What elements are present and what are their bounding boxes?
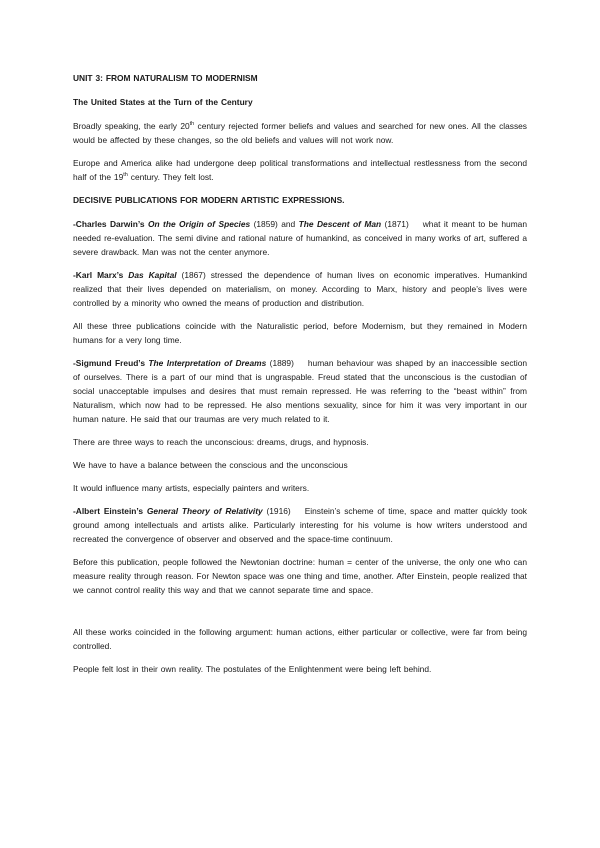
darwin-text: what it meant to be human needed re-evaluation. The semi divine and rational nature of humankind, as conceived in many works of art, suffered a severe drawback. Man was not the center anymore. [73, 219, 527, 257]
document-body [73, 71, 527, 685]
einstein-lead: -Albert Einstein’s [73, 506, 147, 516]
paragraph-lost: People felt lost in their own reality. The postulates of the Enlightenment were being left behind. [73, 664, 432, 674]
p2-text-a: Europe and America alike had undergone deep political transformations and intellectual restlessness from the second half of the 19 [73, 158, 527, 182]
p2-text-b: century. They felt lost. [127, 172, 214, 182]
paragraph-influence: It would influence many artists, especially painters and writers. [73, 483, 310, 493]
paragraph-darwin [73, 217, 527, 259]
freud-year: (1889) [266, 358, 294, 368]
p2-superscript: th [123, 172, 128, 179]
darwin-year-1: (1859) and [250, 219, 299, 229]
paragraph-twentieth-century [73, 119, 527, 147]
blank-space [73, 606, 527, 625]
marx-year: (1867) [176, 270, 206, 280]
einstein-year: (1916) [262, 506, 291, 516]
paragraph-marx [73, 268, 527, 310]
marx-lead: -Karl Marx’s [73, 270, 129, 280]
section-title: The United States at the Turn of the Century [73, 97, 253, 107]
publications-heading: DECISIVE PUBLICATIONS FOR MODERN ARTISTIC EXPRESSIONS. [73, 195, 345, 205]
darwin-year-2: (1871) [381, 219, 409, 229]
paragraph-newton: Before this publication, people followed the Newtonian doctrine: human = center of the universe, the only one who can measure reality through reason. For Newton space was one thing and time, another. After Einstein, people realized that we cannot control reality this way and that we cannot separate time and space. [73, 557, 527, 595]
freud-lead: -Sigmund Freud’s [73, 358, 149, 368]
paragraph-balance: We have to have a balance between the conscious and the unconscious [73, 460, 348, 470]
freud-text: human behaviour was shaped by an inaccessible section of ourselves. There is a part of our mind that is ungraspable. Freud stated that the unconscious is the custodian of social unacceptable impulses and desires that must remain repressed. He was referring to the “beast within” from Naturalism, which now had to be repressed. He also mentions sexuality, since for him it was very important in our human nature. He said that our traumas are very much related to it. [73, 358, 528, 424]
paragraph-argument: All these works coincided in the following argument: human actions, either particular or collective, were far from being controlled. [73, 627, 527, 651]
einstein-text: Einstein’s scheme of time, space and matter quickly took ground among intellectuals and artists alike. Particularly interesting for his volume is how writers understood and recreated the convergence of observer and observed and the space-time continuum. [73, 506, 527, 544]
paragraph-europe-america [73, 156, 527, 184]
paragraph-coincide: All these three publications coincide with the Naturalistic period, before Modernism, but they remained in Modern humans for a very long time. [73, 321, 527, 345]
marx-book: Das Kapital [128, 270, 177, 280]
p1-superscript: th [189, 121, 195, 128]
paragraph-einstein [73, 504, 527, 546]
darwin-lead: -Charles Darwin’s [73, 219, 148, 229]
paragraph-three-ways: There are three ways to reach the unconscious: dreams, drugs, and hypnosis. [73, 437, 369, 447]
p1-text-a: Broadly speaking, the early 20 [73, 121, 190, 131]
einstein-book: General Theory of Relativity [146, 506, 263, 516]
paragraph-freud [73, 356, 527, 426]
darwin-book-descent: The Descent of Man [298, 219, 382, 229]
darwin-book-origin: On the Origin of Species [147, 219, 251, 229]
marx-text: stressed the dependence of human lives on economic imperatives. Humankind realized that their lives depended on materialism, on money. According to Marx, history and people’s lives were controlled by a minority who owned the means of production and distribution. [73, 270, 528, 308]
p1-text-b: century rejected former beliefs and values and searched for new ones. All the classes would be affected by these changes, so the old beliefs and values will not work now. [73, 121, 527, 145]
freud-book: The Interpretation of Dreams [148, 358, 267, 368]
unit-title: UNIT 3: FROM NATURALISM TO MODERNISM [73, 73, 258, 83]
